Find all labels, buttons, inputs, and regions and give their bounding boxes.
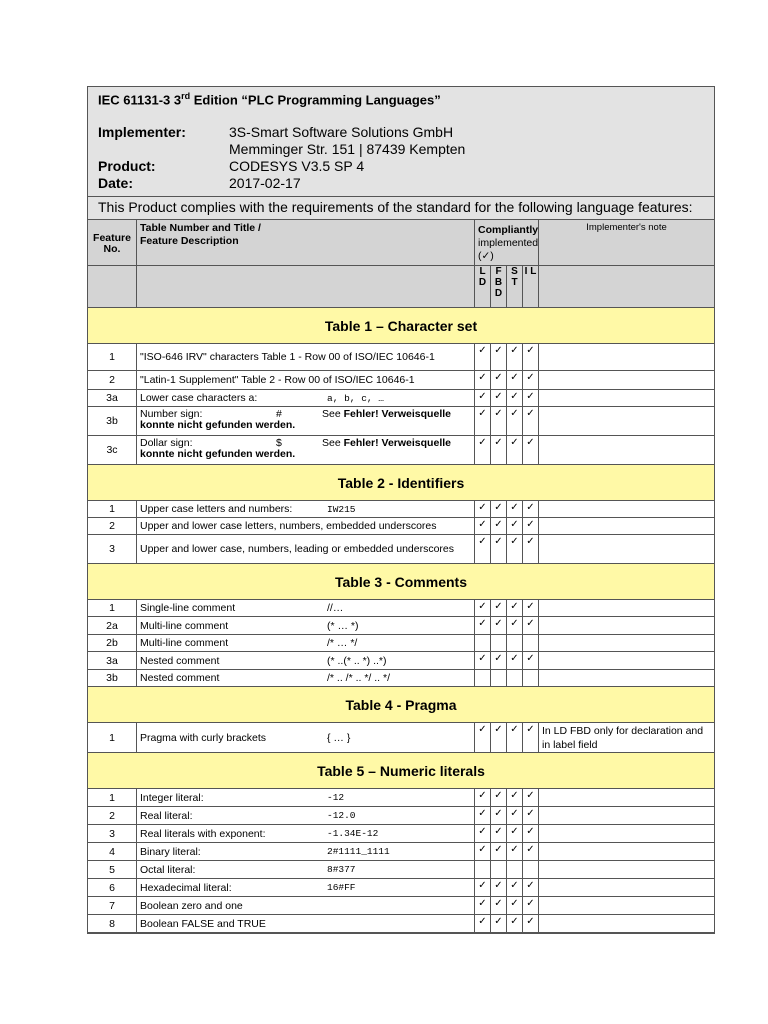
check-st: ✓ bbox=[507, 501, 523, 518]
feature-description bbox=[137, 635, 475, 652]
cross-reference-text: See Fehler! Verweisquelle bbox=[322, 437, 451, 450]
check-fbd: ✓ bbox=[491, 843, 507, 861]
feature-number: 2 bbox=[88, 518, 137, 535]
description-label: Single-line comment bbox=[140, 602, 236, 615]
check-il: ✓ bbox=[523, 344, 539, 371]
check-ld: ✓ bbox=[475, 879, 491, 897]
check-st: ✓ bbox=[507, 897, 523, 915]
document-header bbox=[88, 87, 714, 197]
feature-description bbox=[137, 789, 475, 807]
check-fbd: ✓ bbox=[491, 371, 507, 390]
section-heading: Table 5 – Numeric literals bbox=[88, 753, 714, 789]
description-label: Real literals with exponent: bbox=[140, 827, 266, 840]
section-heading: Table 3 - Comments bbox=[88, 564, 714, 600]
implementer-note bbox=[539, 825, 714, 843]
feature-number: 7 bbox=[88, 897, 137, 915]
col-title-line2: Feature Description bbox=[140, 235, 239, 248]
feature-description bbox=[137, 390, 475, 407]
check-fbd: ✓ bbox=[491, 807, 507, 825]
check-il: ✓ bbox=[523, 436, 539, 465]
description-label: "ISO-646 IRV" characters Table 1 - Row 00 of ISO/IEC 10646-1 bbox=[140, 351, 435, 364]
check-fbd: ✓ bbox=[491, 600, 507, 617]
feature-number: 1 bbox=[88, 789, 137, 807]
col-compliantly-label: Compliantly bbox=[478, 224, 539, 237]
description-label: Nested comment bbox=[140, 654, 220, 667]
check-ld: ✓ bbox=[475, 843, 491, 861]
check-il: ✓ bbox=[523, 535, 539, 564]
check-ld: ✓ bbox=[475, 344, 491, 371]
description-label: Upper case letters and numbers: bbox=[140, 503, 293, 516]
check-ld: ✓ bbox=[475, 807, 491, 825]
description-label: Multi-line comment bbox=[140, 619, 229, 632]
feature-number: 3a bbox=[88, 390, 137, 407]
check-ld: ✓ bbox=[475, 501, 491, 518]
description-label: Binary literal: bbox=[140, 845, 201, 858]
description-value: /* .. /* .. */ .. */ bbox=[327, 672, 391, 685]
description-label: Dollar sign: bbox=[140, 437, 193, 450]
implementer-row bbox=[98, 124, 704, 141]
check-fbd: ✓ bbox=[491, 789, 507, 807]
check-fbd: ✓ bbox=[491, 879, 507, 897]
implementer-note bbox=[539, 518, 714, 535]
check-il bbox=[523, 670, 539, 687]
implementer-note bbox=[539, 436, 714, 465]
implementer-note bbox=[539, 897, 714, 915]
check-il: ✓ bbox=[523, 897, 539, 915]
check-fbd: ✓ bbox=[491, 501, 507, 518]
feature-description bbox=[137, 535, 475, 564]
check-st bbox=[507, 635, 523, 652]
description-label: Boolean zero and one bbox=[140, 899, 243, 912]
feature-number: 3c bbox=[88, 436, 137, 465]
feature-description bbox=[137, 344, 475, 371]
section-heading: Table 1 – Character set bbox=[88, 308, 714, 344]
feature-number: 4 bbox=[88, 843, 137, 861]
feature-number: 1 bbox=[88, 501, 137, 518]
description-value: a, b, c, … bbox=[327, 392, 385, 404]
check-ld bbox=[475, 861, 491, 879]
check-st: ✓ bbox=[507, 371, 523, 390]
check-il: ✓ bbox=[523, 807, 539, 825]
subheader-blank-title bbox=[137, 266, 475, 308]
title-text-rest: Edition “PLC Programming Languages” bbox=[190, 92, 441, 108]
implementer-note bbox=[539, 843, 714, 861]
feature-description bbox=[137, 436, 475, 465]
date-value: 2017-02-17 bbox=[229, 175, 301, 192]
description-value: 8#377 bbox=[327, 864, 356, 876]
feature-description bbox=[137, 670, 475, 687]
implementer-note bbox=[539, 807, 714, 825]
description-label: Real literal: bbox=[140, 809, 193, 822]
description-label: Lower case characters a: bbox=[140, 392, 258, 405]
check-il: ✓ bbox=[523, 915, 539, 933]
feature-description bbox=[137, 600, 475, 617]
description-value: -1.34E-12 bbox=[327, 828, 379, 840]
check-il: ✓ bbox=[523, 825, 539, 843]
check-fbd: ✓ bbox=[491, 915, 507, 933]
check-il: ✓ bbox=[523, 617, 539, 635]
check-fbd: ✓ bbox=[491, 652, 507, 670]
compliance-document bbox=[87, 86, 715, 934]
col-fbd: F B D bbox=[491, 266, 507, 308]
check-st: ✓ bbox=[507, 518, 523, 535]
implementer-note bbox=[539, 535, 714, 564]
check-fbd: ✓ bbox=[491, 535, 507, 564]
description-value: //… bbox=[327, 602, 344, 615]
description-value: (* ..(* .. *) ..*) bbox=[327, 654, 387, 667]
check-fbd: ✓ bbox=[491, 617, 507, 635]
check-ld: ✓ bbox=[475, 535, 491, 564]
description-label: Upper and lower case, numbers, leading or embedded underscores bbox=[140, 542, 455, 555]
compliance-statement: This Product complies with the requirements of the standard for the following language features: bbox=[88, 197, 714, 220]
feature-description bbox=[137, 807, 475, 825]
description-label: Upper and lower case letters, numbers, embedded underscores bbox=[140, 520, 437, 533]
implementer-note bbox=[539, 652, 714, 670]
description-symbol: # bbox=[276, 408, 282, 421]
feature-description bbox=[137, 407, 475, 436]
check-st: ✓ bbox=[507, 344, 523, 371]
check-il: ✓ bbox=[523, 407, 539, 436]
feature-number: 6 bbox=[88, 879, 137, 897]
check-st: ✓ bbox=[507, 825, 523, 843]
col-implemented-label: implemented bbox=[478, 237, 539, 250]
description-line bbox=[140, 438, 471, 449]
implementer-note bbox=[539, 407, 714, 436]
check-il: ✓ bbox=[523, 518, 539, 535]
check-st: ✓ bbox=[507, 407, 523, 436]
description-label: Octal literal: bbox=[140, 863, 196, 876]
check-ld: ✓ bbox=[475, 436, 491, 465]
check-ld: ✓ bbox=[475, 371, 491, 390]
check-st: ✓ bbox=[507, 915, 523, 933]
check-ld: ✓ bbox=[475, 390, 491, 407]
check-st: ✓ bbox=[507, 879, 523, 897]
check-il: ✓ bbox=[523, 371, 539, 390]
description-label: "Latin-1 Supplement" Table 2 - Row 00 of ISO/IEC 10646-1 bbox=[140, 374, 415, 387]
check-il bbox=[523, 635, 539, 652]
check-ld: ✓ bbox=[475, 407, 491, 436]
check-st: ✓ bbox=[507, 535, 523, 564]
feature-description bbox=[137, 843, 475, 861]
date-row bbox=[98, 175, 704, 192]
description-value: 16#FF bbox=[327, 882, 356, 894]
implementer-note bbox=[539, 635, 714, 652]
section-heading: Table 4 - Pragma bbox=[88, 687, 714, 723]
check-ld: ✓ bbox=[475, 915, 491, 933]
cross-reference-continuation: konnte nicht gefunden werden. bbox=[140, 448, 296, 461]
check-ld: ✓ bbox=[475, 617, 491, 635]
implementer-name: 3S-Smart Software Solutions GmbH bbox=[229, 124, 454, 141]
check-st bbox=[507, 861, 523, 879]
col-st: S T bbox=[507, 266, 523, 308]
feature-description bbox=[137, 915, 475, 933]
implementer-address: Memminger Str. 151 | 87439 Kempten bbox=[229, 141, 466, 158]
check-fbd: ✓ bbox=[491, 723, 507, 753]
check-il: ✓ bbox=[523, 652, 539, 670]
col-compliantly bbox=[475, 220, 539, 266]
feature-number: 2 bbox=[88, 371, 137, 390]
feature-number: 3b bbox=[88, 670, 137, 687]
check-st: ✓ bbox=[507, 843, 523, 861]
check-fbd: ✓ bbox=[491, 407, 507, 436]
description-label: Nested comment bbox=[140, 672, 220, 685]
check-ld: ✓ bbox=[475, 518, 491, 535]
col-title-line1: Table Number and Title / bbox=[140, 222, 261, 235]
feature-number: 8 bbox=[88, 915, 137, 933]
check-il: ✓ bbox=[523, 879, 539, 897]
feature-description bbox=[137, 518, 475, 535]
check-fbd: ✓ bbox=[491, 825, 507, 843]
subheader-blank-no bbox=[88, 266, 137, 308]
description-value: (* … *) bbox=[327, 619, 359, 632]
implementer-note: In LD FBD only for declaration and in label field bbox=[539, 723, 714, 753]
feature-number: 2 bbox=[88, 807, 137, 825]
check-ld: ✓ bbox=[475, 825, 491, 843]
check-st: ✓ bbox=[507, 807, 523, 825]
col-ld: L D bbox=[475, 266, 491, 308]
implementer-note bbox=[539, 789, 714, 807]
description-label: Number sign: bbox=[140, 408, 203, 421]
col-feature-no-label: Feature No. bbox=[93, 231, 131, 255]
implementer-label: Implementer: bbox=[98, 124, 186, 141]
col-check-symbol: (✓) bbox=[478, 250, 494, 263]
check-fbd: ✓ bbox=[491, 897, 507, 915]
implementer-note bbox=[539, 617, 714, 635]
check-il: ✓ bbox=[523, 501, 539, 518]
description-line bbox=[140, 409, 471, 420]
cross-reference-continuation: konnte nicht gefunden werden. bbox=[140, 419, 296, 432]
feature-description bbox=[137, 501, 475, 518]
subheader-blank-note bbox=[539, 266, 714, 308]
check-il: ✓ bbox=[523, 843, 539, 861]
title-superscript: rd bbox=[181, 91, 191, 101]
product-row bbox=[98, 158, 704, 175]
check-st: ✓ bbox=[507, 617, 523, 635]
cross-reference-text: See Fehler! Verweisquelle bbox=[322, 408, 451, 421]
product-label: Product: bbox=[98, 158, 156, 175]
check-ld bbox=[475, 635, 491, 652]
check-fbd bbox=[491, 635, 507, 652]
implementer-note bbox=[539, 879, 714, 897]
feature-number: 1 bbox=[88, 723, 137, 753]
check-st: ✓ bbox=[507, 789, 523, 807]
product-value: CODESYS V3.5 SP 4 bbox=[229, 158, 365, 175]
implementer-note bbox=[539, 371, 714, 390]
description-value: /* … */ bbox=[327, 637, 358, 650]
check-il bbox=[523, 861, 539, 879]
check-fbd bbox=[491, 861, 507, 879]
col-implementer-note: Implementer's note bbox=[539, 220, 714, 266]
title-text: IEC 61131-3 3 bbox=[98, 92, 182, 108]
date-label: Date: bbox=[98, 175, 134, 192]
feature-number: 5 bbox=[88, 861, 137, 879]
implementer-note bbox=[539, 670, 714, 687]
description-symbol: $ bbox=[276, 437, 282, 450]
check-ld: ✓ bbox=[475, 897, 491, 915]
check-il: ✓ bbox=[523, 789, 539, 807]
feature-description bbox=[137, 617, 475, 635]
feature-number: 3b bbox=[88, 407, 137, 436]
description-value: 2#1111_1111 bbox=[327, 846, 390, 858]
check-ld: ✓ bbox=[475, 652, 491, 670]
feature-number: 2b bbox=[88, 635, 137, 652]
feature-description bbox=[137, 371, 475, 390]
check-fbd: ✓ bbox=[491, 344, 507, 371]
description-label: Pragma with curly brackets bbox=[140, 731, 267, 744]
description-label: Hexadecimal literal: bbox=[140, 881, 232, 894]
check-st: ✓ bbox=[507, 600, 523, 617]
address-row bbox=[98, 141, 704, 158]
check-fbd: ✓ bbox=[491, 436, 507, 465]
feature-number: 3 bbox=[88, 825, 137, 843]
feature-number: 3 bbox=[88, 535, 137, 564]
feature-number: 1 bbox=[88, 600, 137, 617]
feature-description bbox=[137, 879, 475, 897]
implementer-note bbox=[539, 861, 714, 879]
col-feature-no bbox=[88, 220, 137, 266]
feature-description bbox=[137, 825, 475, 843]
description-value: IW215 bbox=[327, 503, 356, 515]
feature-description-block bbox=[140, 438, 471, 460]
implementer-note bbox=[539, 600, 714, 617]
check-ld: ✓ bbox=[475, 789, 491, 807]
feature-number: 1 bbox=[88, 344, 137, 371]
feature-description bbox=[137, 861, 475, 879]
description-label: Multi-line comment bbox=[140, 637, 229, 650]
feature-description-block bbox=[140, 409, 471, 431]
check-il: ✓ bbox=[523, 723, 539, 753]
check-ld bbox=[475, 670, 491, 687]
description-value: -12 bbox=[327, 792, 345, 804]
check-ld: ✓ bbox=[475, 600, 491, 617]
document-title bbox=[98, 91, 704, 107]
feature-number: 2a bbox=[88, 617, 137, 635]
description-label: Boolean FALSE and TRUE bbox=[140, 917, 266, 930]
description-label: Integer literal: bbox=[140, 791, 204, 804]
feature-description bbox=[137, 723, 475, 753]
feature-description bbox=[137, 897, 475, 915]
section-heading: Table 2 - Identifiers bbox=[88, 465, 714, 501]
implementer-note bbox=[539, 344, 714, 371]
check-fbd bbox=[491, 670, 507, 687]
check-il: ✓ bbox=[523, 600, 539, 617]
check-st: ✓ bbox=[507, 652, 523, 670]
check-ld: ✓ bbox=[475, 723, 491, 753]
feature-table bbox=[88, 220, 714, 933]
col-il: I L bbox=[523, 266, 539, 308]
implementer-note bbox=[539, 915, 714, 933]
feature-description bbox=[137, 652, 475, 670]
check-st bbox=[507, 670, 523, 687]
implementer-note bbox=[539, 501, 714, 518]
description-value: { … } bbox=[327, 731, 351, 744]
check-fbd: ✓ bbox=[491, 518, 507, 535]
implementer-note bbox=[539, 390, 714, 407]
check-st: ✓ bbox=[507, 436, 523, 465]
check-st: ✓ bbox=[507, 723, 523, 753]
feature-number: 3a bbox=[88, 652, 137, 670]
check-st: ✓ bbox=[507, 390, 523, 407]
check-il: ✓ bbox=[523, 390, 539, 407]
description-value: -12.0 bbox=[327, 810, 356, 822]
check-fbd: ✓ bbox=[491, 390, 507, 407]
col-title bbox=[137, 220, 475, 266]
